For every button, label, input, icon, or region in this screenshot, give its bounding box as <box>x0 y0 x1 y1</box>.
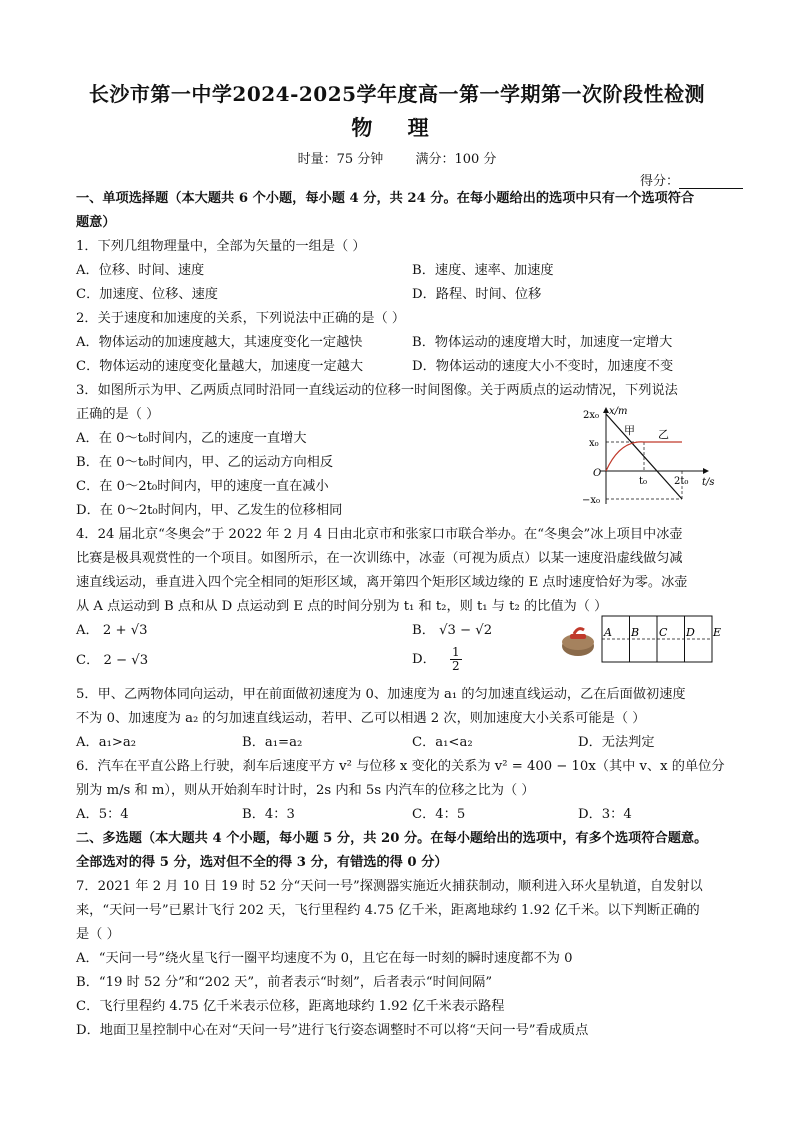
q4-stem-l3: 速直线运动，垂直进入四个完全相同的矩形区域，离开第四个矩形区域边缘的 E 点时速度恰好为零。冰壶 <box>76 575 688 590</box>
exam-title: 长沙市第一中学2024-2025学年度高一第一学期第一次阶段性检测 <box>88 82 706 106</box>
q3-label-2x0: 2x₀ <box>583 410 600 421</box>
exam-meta <box>0 148 794 167</box>
q7-option-a: A．“天问一号”绕火星飞行一圈平均速度不为 0，且它在每一时刻的瞬时速度都不为 0 <box>76 951 573 966</box>
score-blank <box>679 176 743 189</box>
score-label: 得分： <box>640 174 680 189</box>
q6-option-a: A．5：4 <box>76 807 129 822</box>
q7-stem-l3: 是（ ） <box>76 927 120 942</box>
q3-option-c: C．在 0～2t₀时间内，甲的速度一直在减小 <box>76 479 329 494</box>
q2-option-c: C．物体运动的速度变化量越大，加速度一定越大 <box>76 359 364 374</box>
q6-option-d: D．3：4 <box>578 807 632 822</box>
q4-option-d <box>412 646 462 673</box>
q7-option-c: C．飞行里程约 4.75 亿千米表示位移，距离地球约 1.92 亿千米表示路程 <box>76 999 505 1014</box>
q5-option-b: B．a₁=a₂ <box>242 735 303 750</box>
q3-label-origin: O <box>593 468 602 479</box>
time-limit: 时量：75 分钟 <box>297 152 384 167</box>
q4-point-c: C <box>659 626 668 639</box>
q4-option-d-denominator: 2 <box>451 659 460 673</box>
q3-label-2t0: 2t₀ <box>674 476 689 487</box>
q1-option-c: C．加速度、位移、速度 <box>76 287 218 302</box>
q3-label-jia: 甲 <box>624 424 635 437</box>
q3-option-d: D．在 0～2t₀时间内，甲、乙发生的位移相同 <box>76 503 343 518</box>
q1-option-d: D．路程、时间、位移 <box>412 287 542 302</box>
q4-point-e: E <box>713 626 722 639</box>
q3-stem-cont: 正确的是（ ） <box>76 407 160 422</box>
q7-option-d: D．地面卫星控制中心在对“天问一号”进行飞行姿态调整时不可以将“天问一号”看成质点 <box>76 1023 589 1038</box>
q4-option-b: B． √3 − √2 <box>412 623 493 638</box>
q3-label-x0: x₀ <box>589 438 599 449</box>
q3-y-axis-label: x/m <box>609 406 628 417</box>
section1-heading-cont: 题意） <box>76 215 116 230</box>
q3-label-neg-x0: −x₀ <box>582 495 601 506</box>
q4-stem-l4: 从 A 点运动到 B 点和从 D 点运动到 E 点的时间分别为 t₁ 和 t₂，则 t₁ 与 t₂ 的比值为（ ） <box>76 599 608 614</box>
q4-point-b: B <box>631 626 640 639</box>
section2-heading: 二、多选题（本大题共 4 个小题，每小题 5 分，共 20 分。在每小题给出的选项中，有多个选项符合题意。 <box>76 831 708 846</box>
q4-option-d-numerator: 1 <box>451 645 460 659</box>
score-field <box>640 170 743 189</box>
section2-heading-cont: 全部选对的得 5 分，选对但不全的得 3 分，有错选的得 0 分） <box>76 855 448 870</box>
q4-curling-figure <box>556 612 724 668</box>
q6-option-b: B．4：3 <box>242 807 295 822</box>
q4-point-a: A <box>604 626 612 639</box>
q5-stem-l2: 不为 0、加速度为 a₂ 的匀加速直线运动，若甲、乙可以相遇 2 次，则加速度大小关系可能是（ ） <box>76 711 646 726</box>
q3-option-a: A．在 0～t₀时间内，乙的速度一直增大 <box>76 431 307 446</box>
q3-option-b: B．在 0～t₀时间内，甲、乙的运动方向相反 <box>76 455 334 470</box>
q4-stem-l1: 4．24 届北京“冬奥会”于 2022 年 2 月 4 日由北京市和张家口市联合举办。在“冬奥会”冰上项目中冰壶 <box>76 527 683 542</box>
q3-label-yi: 乙 <box>658 428 669 441</box>
q2-option-b: B．物体运动的速度增大时，加速度一定增大 <box>412 335 673 350</box>
q3-xt-graph <box>580 404 720 510</box>
q1-option-a: A．位移、时间、速度 <box>76 263 205 278</box>
q7-stem-l2: 来，“天问一号”已累计飞行 202 天，飞行里程约 4.75 亿千米，距离地球约 1.92 亿千米。以下判断正确的 <box>76 903 700 918</box>
full-score: 满分：100 分 <box>415 152 497 167</box>
q4-option-d-fraction <box>450 646 462 673</box>
q3-x-axis-label: t/s <box>702 477 715 488</box>
q7-stem-l1: 7．2021 年 2 月 10 日 19 时 52 分“天问一号”探测器实施近火捕获制动，顺利进入环火星轨道，自发射以 <box>76 879 703 894</box>
q4-option-d-prefix: D． <box>412 652 436 667</box>
q4-stem-l2: 比赛是极具观赏性的一个项目。如图所示，在一次训练中，冰壶（可视为质点）以某一速度沿虚线做匀减 <box>76 551 683 566</box>
subject-title: 物 理 <box>351 115 443 140</box>
q1-stem: 1．下列几组物理量中，全部为矢量的一组是（ ） <box>76 239 366 254</box>
q3-stem: 3．如图所示为甲、乙两质点同时沿同一直线运动的位移一时间图像。关于两质点的运动情况，下列说法 <box>76 383 678 398</box>
q4-point-d: D <box>686 626 695 639</box>
section1-heading: 一、单项选择题（本大题共 6 个小题，每小题 4 分，共 24 分。在每小题给出的选项中只有一个选项符合 <box>76 191 695 206</box>
q3-label-t0: t₀ <box>639 476 648 487</box>
q5-option-c: C．a₁<a₂ <box>412 735 473 750</box>
curling-stone-icon <box>562 629 594 656</box>
q2-stem: 2．关于速度和加速度的关系，下列说法中正确的是（ ） <box>76 311 406 326</box>
q2-option-d: D．物体运动的速度大小不变时，加速度不变 <box>412 359 674 374</box>
q5-option-d: D．无法判定 <box>578 735 655 750</box>
q1-option-b: B．速度、速率、加速度 <box>412 263 554 278</box>
q6-stem-l1: 6．汽车在平直公路上行驶，刹车后速度平方 v² 与位移 x 变化的关系为 v² = 400 − 10x（其中 v、x 的单位分 <box>76 759 725 774</box>
q7-option-b: B．“19 时 52 分”和“202 天”，前者表示“时刻”，后者表示“时间间隔” <box>76 975 493 990</box>
q6-option-c: C．4：5 <box>412 807 466 822</box>
q5-option-a: A．a₁>a₂ <box>76 735 137 750</box>
q4-option-c: C． 2 − √3 <box>76 653 149 668</box>
q5-stem-l1: 5．甲、乙两物体同向运动，甲在前面做初速度为 0、加速度为 a₁ 的匀加速直线运动，乙在后面做初速度 <box>76 687 686 702</box>
q2-option-a: A．物体运动的加速度越大，其速度变化一定越快 <box>76 335 363 350</box>
q4-option-a: A． 2 + √3 <box>76 623 148 638</box>
q6-stem-l2: 别为 m/s 和 m），则从开始刹车时计时，2s 内和 5s 内汽车的位移之比为（ ） <box>76 783 535 798</box>
